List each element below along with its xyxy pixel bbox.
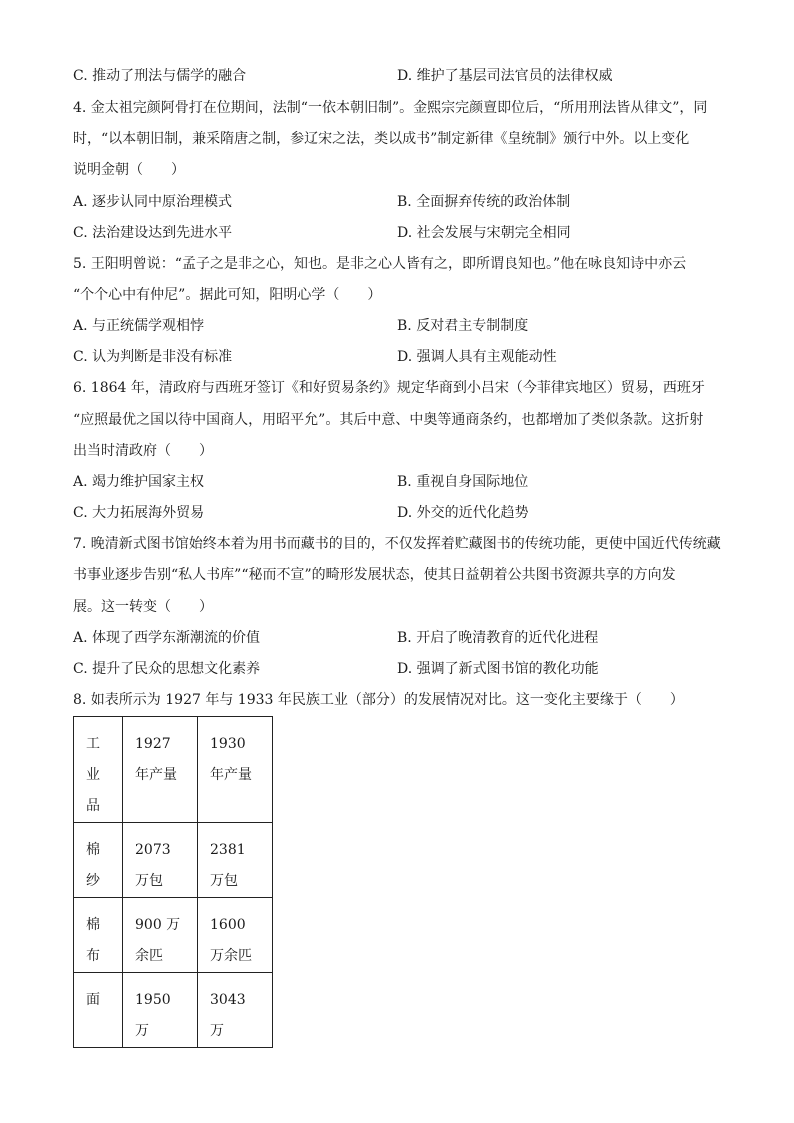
q4-option-b[interactable]: B. 全面摒弃传统的政治体制 <box>397 194 571 210</box>
table-cell <box>123 973 198 1048</box>
q6-stem-line-3: 出当时清政府（ ） <box>73 443 213 459</box>
q4-option-d[interactable]: D. 社会发展与宋朝完全相同 <box>397 225 571 241</box>
header-1927-output: 1927 年产量 <box>135 736 177 783</box>
q3-option-c[interactable]: C. 推动了刑法与儒学的融合 <box>73 68 247 84</box>
table-cell <box>198 973 273 1048</box>
header-1930-output: 1930 年产量 <box>210 736 252 783</box>
table-cell <box>198 898 273 973</box>
q7-stem-line-1: 7. 晚清新式图书馆始终本着为用书而藏书的目的，不仅发挥着贮藏图书的传统功能，更使中国近代传统藏 <box>73 536 721 552</box>
q4-options-row-cd <box>73 223 723 243</box>
table-cell <box>123 823 198 898</box>
q5-stem-line-1: 5. 王阳明曾说：“孟子之是非之心，知也。是非之心人皆有之，即所谓良知也。”他在咏良知诗中亦云 <box>73 256 687 272</box>
q7-stem-line-2: 书事业逐步告别“私人书库”“秘而不宣”的畸形发展状态，使其日益朝着公共图书资源共享的方向发 <box>73 567 676 583</box>
q4-stem-line-3: 说明金朝（ ） <box>73 162 185 178</box>
q6-option-c[interactable]: C. 大力拓展海外贸易 <box>73 505 205 521</box>
table-cell <box>74 823 123 898</box>
q6-option-d[interactable]: D. 外交的近代化趋势 <box>397 505 529 521</box>
table-row <box>74 823 273 898</box>
cell-flour-1927: 1950 万 <box>135 992 171 1039</box>
q4-stem-line-1: 4. 金太祖完颜阿骨打在位期间，法制“一依本朝旧制”。金熙宗完颜亶即位后，“所用刑法皆从律文”，同 <box>73 100 708 116</box>
q5-options-row-cd <box>73 347 723 367</box>
cell-product-cotton-yarn: 棉纱 <box>86 842 100 889</box>
q7-option-d[interactable]: D. 强调了新式图书馆的教化功能 <box>397 661 599 677</box>
cell-cotton-cloth-1927: 900 万余匹 <box>135 917 181 964</box>
q6-stem-line-2: “应照最优之国以待中国商人，用昭平允”。其后中意、中奥等通商条约，也都增加了类似条款。这折射 <box>73 412 704 428</box>
cell-product-flour: 面 <box>86 992 100 1008</box>
q5-option-b[interactable]: B. 反对君主专制制度 <box>397 318 529 334</box>
table-cell <box>74 898 123 973</box>
q5-option-d[interactable]: D. 强调人具有主观能动性 <box>397 349 557 365</box>
q6-options-row-ab <box>73 472 723 492</box>
table-header-cell <box>198 717 273 823</box>
table-cell <box>198 823 273 898</box>
q5-option-a[interactable]: A. 与正统儒学观相悖 <box>73 318 205 334</box>
q5-options-row-ab <box>73 316 723 336</box>
q7-option-b[interactable]: B. 开启了晚清教育的近代化进程 <box>397 630 599 646</box>
cell-cotton-yarn-1930: 2381 万包 <box>210 842 246 889</box>
table-header-cell <box>74 717 123 823</box>
q6-stem-line-1: 6. 1864 年，清政府与西班牙签订《和好贸易条约》规定华商到小吕宋（今菲律宾地区）贸易，西班牙 <box>73 380 705 396</box>
cell-flour-1930: 3043 万 <box>210 992 246 1039</box>
header-industrial-product: 工业品 <box>86 736 100 814</box>
q4-option-a[interactable]: A. 逐步认同中原治理模式 <box>73 194 233 210</box>
table-cell <box>123 898 198 973</box>
q6-options-row-cd <box>73 503 723 523</box>
q3-option-d[interactable]: D. 维护了基层司法官员的法律权威 <box>397 68 613 84</box>
q5-option-c[interactable]: C. 认为判断是非没有标准 <box>73 349 233 365</box>
q7-option-c[interactable]: C. 提升了民众的思想文化素养 <box>73 661 261 677</box>
q5-stem-line-2: “个个心中有仲尼”。据此可知，阳明心学（ ） <box>73 287 382 303</box>
q4-option-c[interactable]: C. 法治建设达到先进水平 <box>73 225 233 241</box>
table-row <box>74 973 273 1048</box>
q8-stem-line: 8. 如表所示为 1927 年与 1933 年民族工业（部分）的发展情况对比。这一变化主要缘于（ ） <box>73 692 684 708</box>
cell-cotton-cloth-1930: 1600 万余匹 <box>210 917 252 964</box>
q8-data-table <box>73 716 273 1048</box>
q4-stem-line-2: 时，“以本朝旧制，兼采隋唐之制，参辽宋之法，类以成书”制定新律《皇统制》颁行中外。以上变化 <box>73 131 690 147</box>
q3-options-row-cd <box>73 66 723 86</box>
table-row <box>74 898 273 973</box>
q6-option-a[interactable]: A. 竭力维护国家主权 <box>73 474 205 490</box>
q7-stem-line-3: 展。这一转变（ ） <box>73 599 213 615</box>
table-header-cell <box>123 717 198 823</box>
q4-options-row-ab <box>73 192 723 212</box>
table-cell <box>74 973 123 1048</box>
cell-product-cotton-cloth: 棉布 <box>86 917 100 964</box>
q7-options-row-cd <box>73 659 723 679</box>
cell-cotton-yarn-1927: 2073 万包 <box>135 842 171 889</box>
table-header-row <box>74 717 273 823</box>
q6-option-b[interactable]: B. 重视自身国际地位 <box>397 474 529 490</box>
q7-option-a[interactable]: A. 体现了西学东渐潮流的价值 <box>73 630 261 646</box>
q7-options-row-ab <box>73 628 723 648</box>
